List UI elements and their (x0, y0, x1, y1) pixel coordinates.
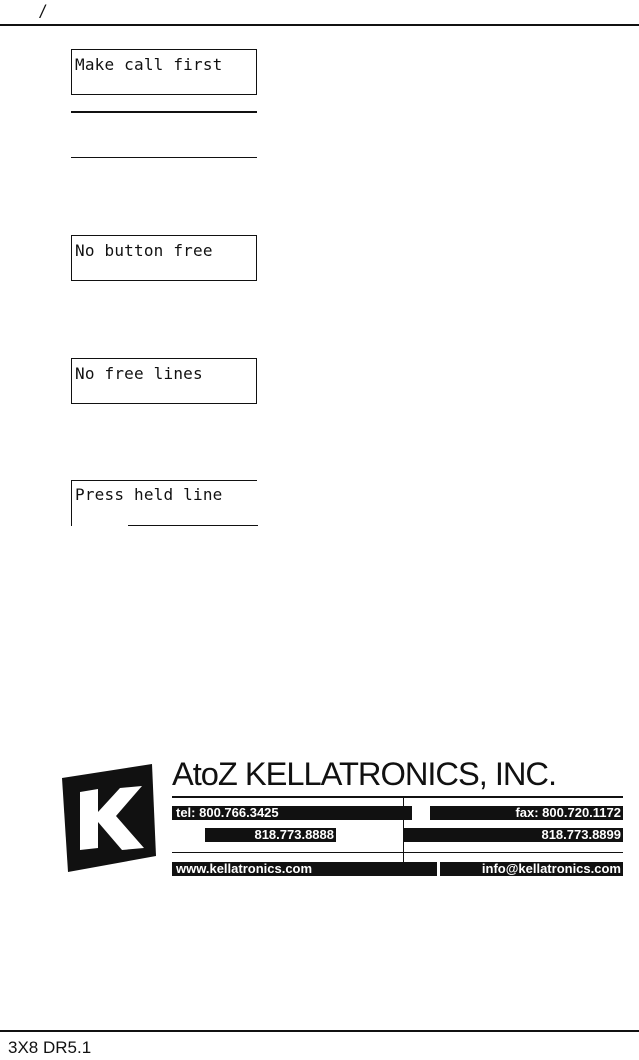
display-press-held-line (71, 480, 257, 526)
display-text: No free lines (75, 364, 203, 383)
display-text: Press held line (75, 485, 223, 504)
company-name: AtoZ KELLATRONICS, INC. (172, 756, 557, 792)
divider-rule (71, 111, 257, 113)
website-link[interactable]: www.kellatronics.com (172, 862, 437, 876)
email-link[interactable]: info@kellatronics.com (440, 862, 623, 876)
fax-primary: fax: 800.720.1172 (430, 806, 623, 820)
contact-rule (172, 852, 623, 853)
display-text: No button free (75, 241, 213, 260)
fax-secondary: 818.773.8899 (404, 828, 623, 842)
header-mark: / (40, 2, 46, 22)
display-text: Make call first (75, 55, 223, 74)
tel-secondary: 818.773.8888 (205, 828, 336, 842)
tel-primary: tel: 800.766.3425 (172, 806, 412, 820)
display-no-button-free (71, 235, 257, 281)
company-rule (172, 796, 623, 798)
display-make-call-first (71, 49, 257, 95)
display-no-free-lines (71, 358, 257, 404)
header-rule (0, 24, 639, 26)
divider-rule (71, 157, 257, 158)
model-label: 3X8 DR5.1 (8, 1038, 92, 1057)
footer-rule (0, 1030, 639, 1032)
kellatronics-k-logo (58, 762, 158, 872)
